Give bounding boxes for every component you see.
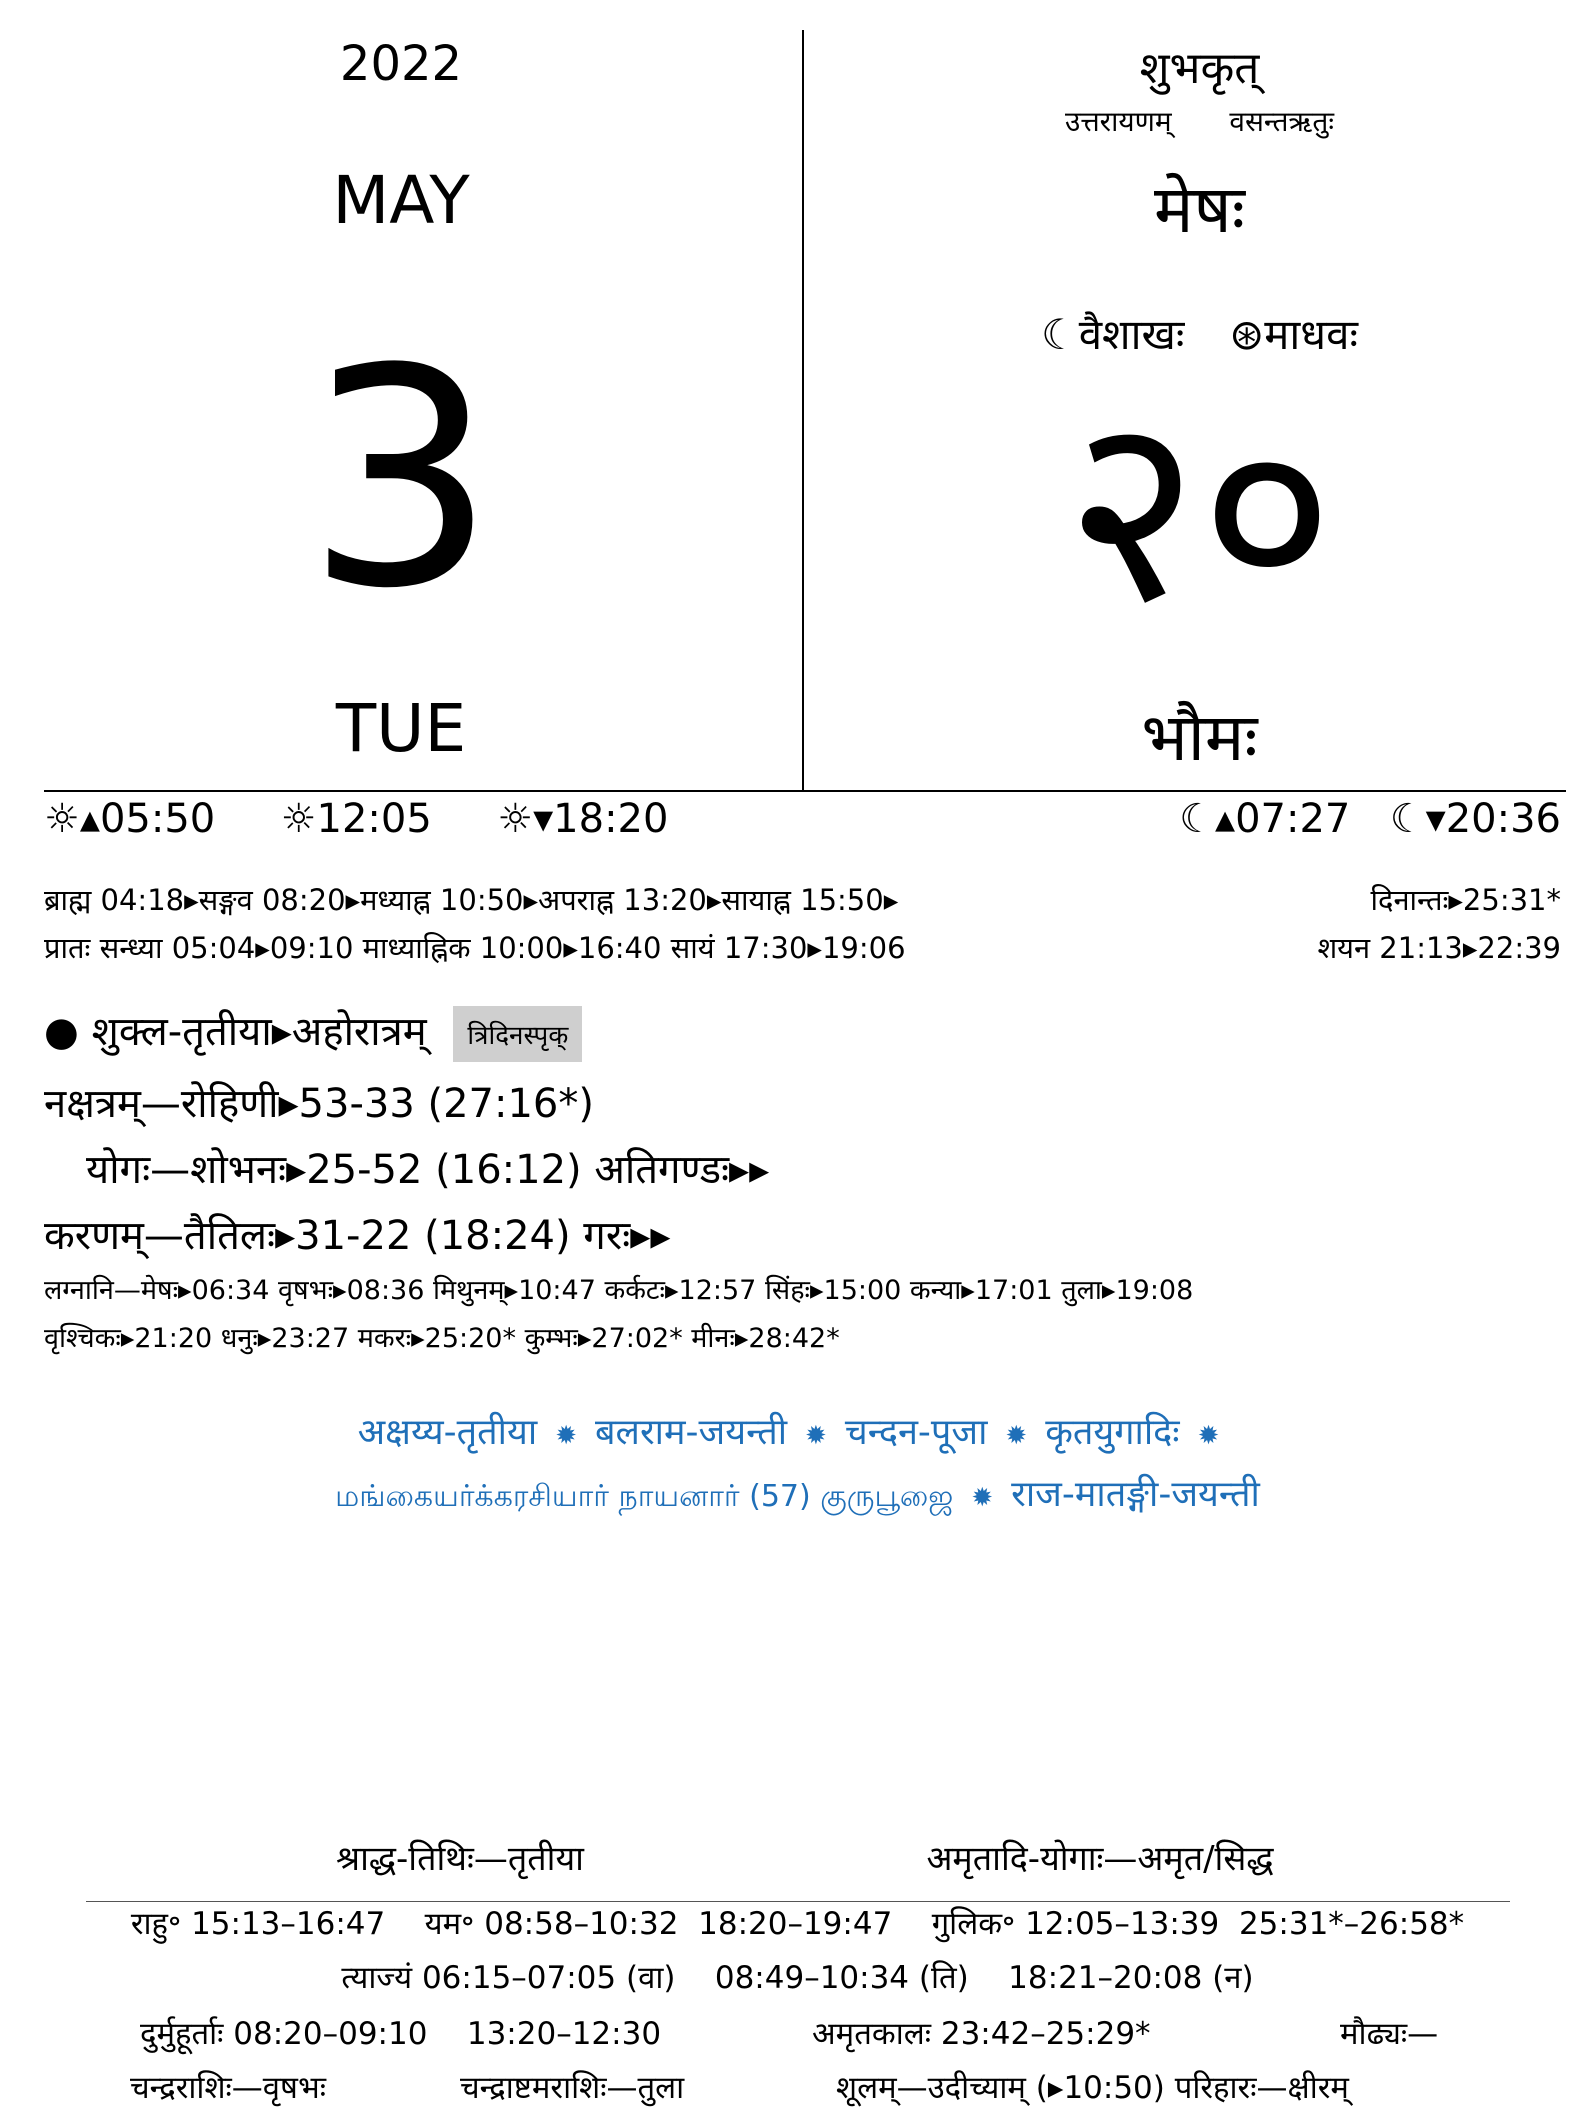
shraddha-tithi: श्राद्ध-तिथिः—तृतीया (336, 1839, 584, 1879)
festival-item: बलराम-जयन्ती (594, 1412, 788, 1453)
sun-times (44, 796, 668, 842)
noon-sun-icon: ☼ (280, 796, 317, 842)
festival-item: अक्षय्य-तृतीया (357, 1412, 538, 1453)
tyajya: त्याज्यं 06:15–07:05 (वा) 08:49–10:34 (ति) 18:21–20:08 (न) (341, 1960, 1254, 1996)
day-number: 3 (305, 305, 497, 654)
moon-times (1179, 796, 1561, 842)
solar-month: मेषः (1154, 171, 1245, 248)
year: 2022 (339, 36, 463, 92)
ayana: उत्तरायणम् (1064, 105, 1172, 138)
noon-time: 12:05 (316, 796, 432, 842)
maudhya: मौढ्यः— (1340, 2016, 1439, 2052)
lagna-line-1: लग्नानि—मेषः▸06:34 वृषभः▸08:36 मिथुनम्▸10:47 कर्कटः▸12:57 सिंहः▸15:00 कन्या▸17:01 तुला▸19:08 (44, 1275, 1194, 1306)
header-divider (44, 790, 1566, 792)
kala-line-1: ब्राह्म 04:18▸सङ्गव 08:20▸मध्याह्न 10:50▸अपराह्न 13:20▸सायाह्न 15:50▸ (44, 883, 899, 917)
sunrise-icon: ☼▴ (44, 796, 100, 842)
festival-star-icon: ✹ (1197, 1421, 1220, 1451)
amritakala: अमृतकालः 23:42–25:29* (812, 2016, 1151, 2052)
festival-star-icon: ✹ (1005, 1421, 1028, 1451)
sunrise-time: 05:50 (99, 796, 216, 842)
moonset-icon: ☾▾ (1389, 796, 1446, 842)
month: MAY (332, 162, 470, 239)
chandra-rashi: चन्द्रराशिः—वृषभः (130, 2070, 327, 2106)
festival-item-tamil: மங்கையர்க்கரசியார் நாயனார் (57) குருபூஜை (335, 1479, 954, 1514)
rahu-yama-gulika: राहु॰ 15:13–16:47 यम॰ 08:58–10:32 18:20–19:47 गुलिक॰ 12:05–13:39 25:31*–26:58* (130, 1906, 1465, 1942)
chandrashtama-rashi: चन्द्राष्टमराशिः—तुला (460, 2070, 685, 2106)
moon-month-icon: ☾ (1041, 310, 1079, 359)
festival-item: चन्दन-पूजा (844, 1412, 988, 1453)
indic-day-number: २० (1064, 359, 1335, 661)
nakshatra: नक्षत्रम्—रोहिणी▸53-33 (27:16*) (44, 1081, 594, 1127)
festival-star-icon: ✹ (805, 1421, 827, 1451)
moon-phase-icon: ● (44, 1009, 79, 1055)
festival-item: राज-मातङ्गी-जयन्ती (1011, 1474, 1260, 1515)
lagna-line-2: वृश्चिकः▸21:20 धनुः▸23:27 मकरः▸25:20* कुम्भः▸27:02* मीनः▸28:42* (44, 1323, 840, 1354)
month-names (804, 305, 1595, 362)
moonrise-time: 07:27 (1235, 796, 1351, 842)
amritadi-yoga: अमृतादि-योगाः—अमृत/सिद्ध (926, 1839, 1274, 1879)
festival-star-icon: ✹ (971, 1483, 994, 1513)
festival-star-icon: ✹ (555, 1421, 577, 1451)
kala-line-2: प्रातः सन्ध्या 05:04▸09:10 माध्याह्निक 10:00▸16:40 सायं 17:30▸19:06 (44, 931, 906, 965)
ayana-ritu (804, 102, 1595, 140)
tithi: शुक्ल-तृतीया▸अहोरात्रम् (91, 1009, 427, 1055)
shayana: शयन 21:13▸22:39 (1317, 931, 1561, 965)
weekday: TUE (335, 690, 467, 767)
yoga: योगः—शोभनः▸25-52 (16:12) अतिगण्डः▸▸ (86, 1147, 770, 1193)
ritu: वसन्तऋतुः (1229, 105, 1335, 138)
sunset-time: 18:20 (553, 796, 669, 842)
sun-wheel-icon: ⊛ (1229, 310, 1265, 359)
festival-line-2 (0, 1468, 1595, 1518)
vara: भौमः (1141, 699, 1258, 776)
festival-line-1 (0, 1406, 1595, 1455)
samvatsara: शुभकृत् (1139, 43, 1260, 94)
tithi-tag: त्रिदिनस्पृक् (453, 1006, 582, 1062)
sunset-icon: ☼▾ (497, 796, 554, 842)
durmuhurta: दुर्मुहूर्ताः 08:20–09:10 13:20–12:30 (140, 2016, 662, 2052)
moonrise-icon: ☾▴ (1179, 796, 1236, 842)
shulam-parihara: शूलम्—उदीच्याम् (▸10:50) परिहारः—क्षीरम् (836, 2070, 1349, 2106)
dinanta: दिनान्तः▸25:31* (1370, 883, 1561, 917)
karana: करणम्—तैतिलः▸31-22 (18:24) गरः▸▸ (44, 1213, 671, 1259)
festival-item: कृतयुगादिः (1045, 1412, 1180, 1453)
lunar-month: वैशाखः (1078, 310, 1185, 359)
solar-month-name: माधवः (1264, 310, 1358, 359)
moonset-time: 20:36 (1445, 796, 1561, 842)
tithi-row (44, 1002, 582, 1062)
